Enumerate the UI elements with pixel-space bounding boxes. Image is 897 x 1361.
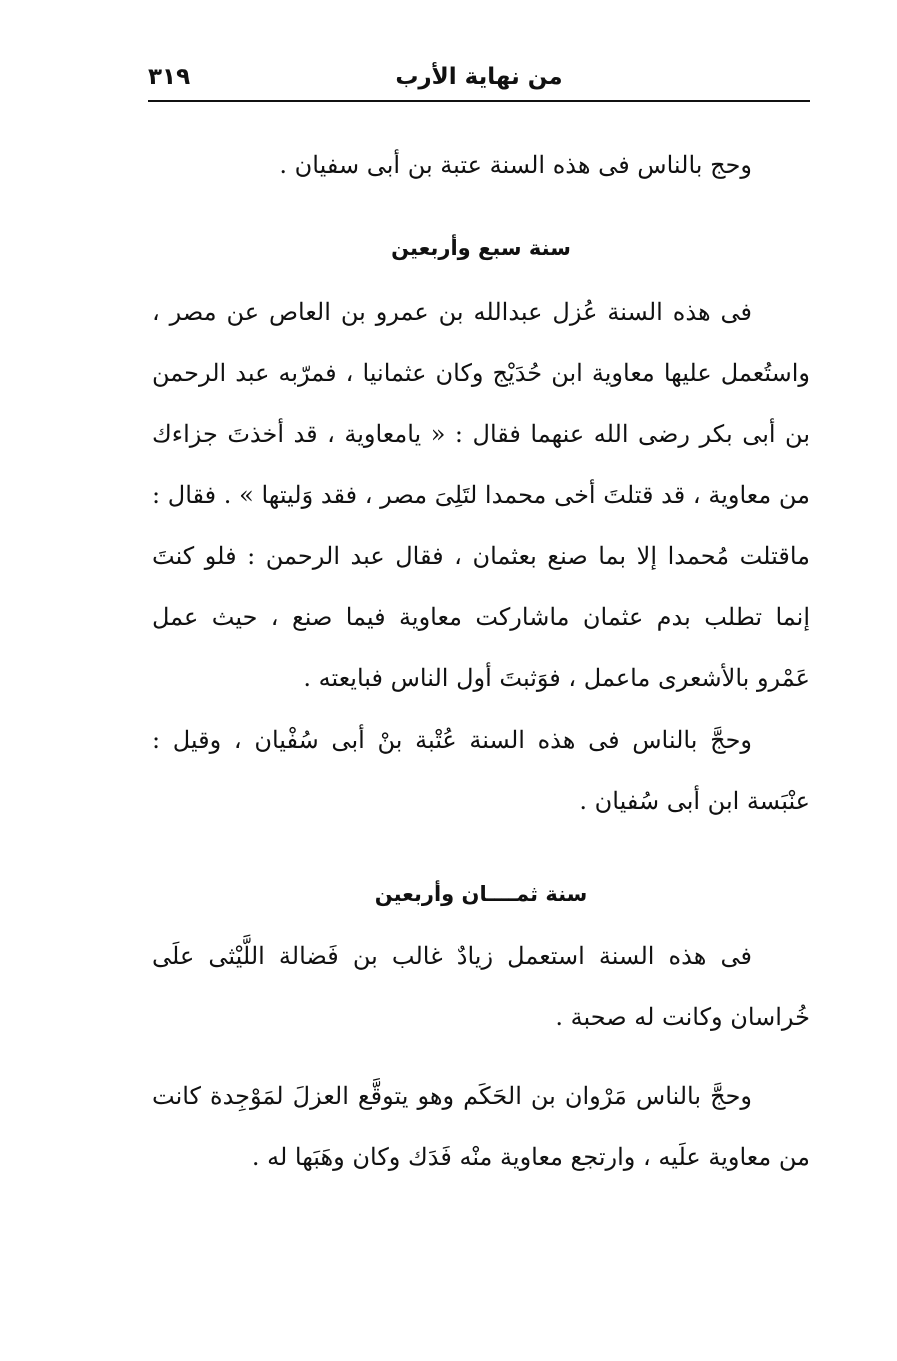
section-heading-47: سنة سبع وأربعين <box>391 236 571 260</box>
running-title: من نهاية الأرب <box>395 64 563 90</box>
paragraph-khurasan: فى هذه السنة استعمل زيادٌ غالب بن فَضالة اللَّيْثى علَى خُراسان وكانت له صحبة . <box>152 942 810 1031</box>
page-number: ٣١٩ <box>148 64 191 90</box>
paragraph-hajj-47: وحجَّ بالناس فى هذه السنة عُتْبة بنْ أبى سُفْيان ، وقيل : عنْبَسة ابن أبى سُفيان . <box>152 726 810 815</box>
paragraph-hajj-46: وحج بالناس فى هذه السنة عتبة بن أبى سفيان . <box>279 151 752 179</box>
page-header <box>148 58 810 102</box>
paragraph-egypt-governor: فى هذه السنة عُزل عبدالله بن عمرو بن العاص عن مصر ، واستُعمل عليها معاوية ابن حُدَيْج وكان عثمانيا ، فمرّبه عبد الرحمن بن أبى بكر رضى الله عنهما فقال : « يامعاوية ، قد أخذتَ جزاءك من معاوية ، قد قتلتَ أخى محمدا لتَلِىَ مصر ، فقد وَليتها » . فقال : ماقتلت مُحمدا إلا بما صنع بعثمان ، فقال عبد الرحمن : فلو كنتَ إنما تطلب بدم عثمان ماشاركت معاوية فيما صنع ، حيث عمل عَمْرو بالأشعرى ماعمل ، فوَثبتَ أول الناس فبايعته . <box>152 298 811 692</box>
section-heading-48: سنة ثمــــان وأربعين <box>374 882 588 906</box>
paragraph-hajj-48: وحجَّ بالناس مَرْوان بن الحَكَم وهو يتوقَّع العزلَ لمَوْجِدة كانت من معاوية علَيه ، وارتجع معاوية منْه فَدَك وكان وهَبَها له . <box>152 1082 810 1171</box>
